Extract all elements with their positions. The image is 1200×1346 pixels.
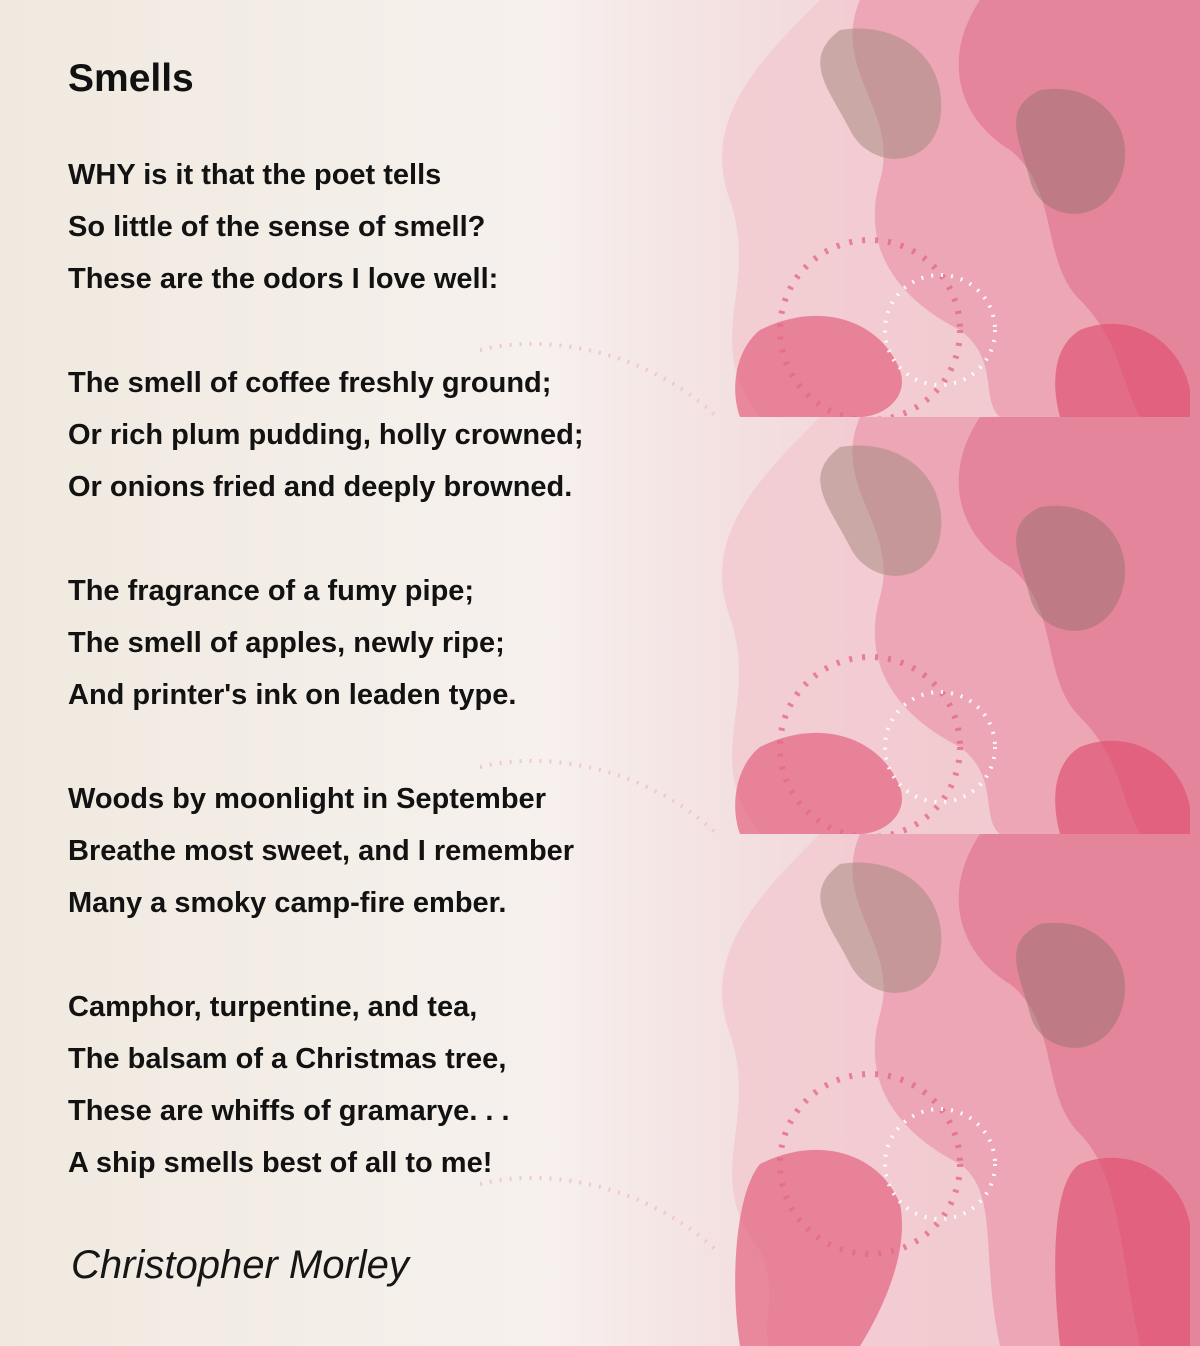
poem-line: Camphor, turpentine, and tea, — [68, 991, 478, 1023]
stanza-break — [68, 721, 584, 773]
poem-line: The fragrance of a fumy pipe; — [68, 575, 475, 607]
stanza — [68, 149, 584, 305]
stanza-break — [68, 929, 584, 981]
poem-line: Or onions fried and deeply browned. — [68, 471, 573, 503]
poem-line: Or rich plum pudding, holly crowned; — [68, 419, 584, 451]
poem-line: The balsam of a Christmas tree, — [68, 1043, 507, 1075]
poem-title: Smells — [68, 57, 194, 100]
poem-body — [68, 149, 584, 1189]
poem-line: Breathe most sweet, and I remember — [68, 835, 575, 867]
poem-line: The smell of apples, newly ripe; — [68, 627, 505, 659]
stanza-break — [68, 305, 584, 357]
stanza — [68, 565, 584, 721]
stanza — [68, 357, 584, 513]
poem-line: A ship smells best of all to me! — [68, 1147, 493, 1179]
stanza-break — [68, 513, 584, 565]
poem-line: WHY is it that the poet tells — [68, 159, 442, 191]
poem-author: Christopher Morley — [71, 1243, 409, 1287]
poem-line: Woods by moonlight in September — [68, 783, 546, 815]
poem-line: These are whiffs of gramarye. . . — [68, 1095, 510, 1127]
stanza — [68, 773, 584, 929]
poem-line: Many a smoky camp-fire ember. — [68, 887, 507, 919]
poem-line: The smell of coffee freshly ground; — [68, 367, 552, 399]
poem-line: And printer's ink on leaden type. — [68, 679, 517, 711]
stanza — [68, 981, 584, 1189]
poem-line: So little of the sense of smell? — [68, 211, 486, 243]
poem-line: These are the odors I love well: — [68, 263, 499, 295]
